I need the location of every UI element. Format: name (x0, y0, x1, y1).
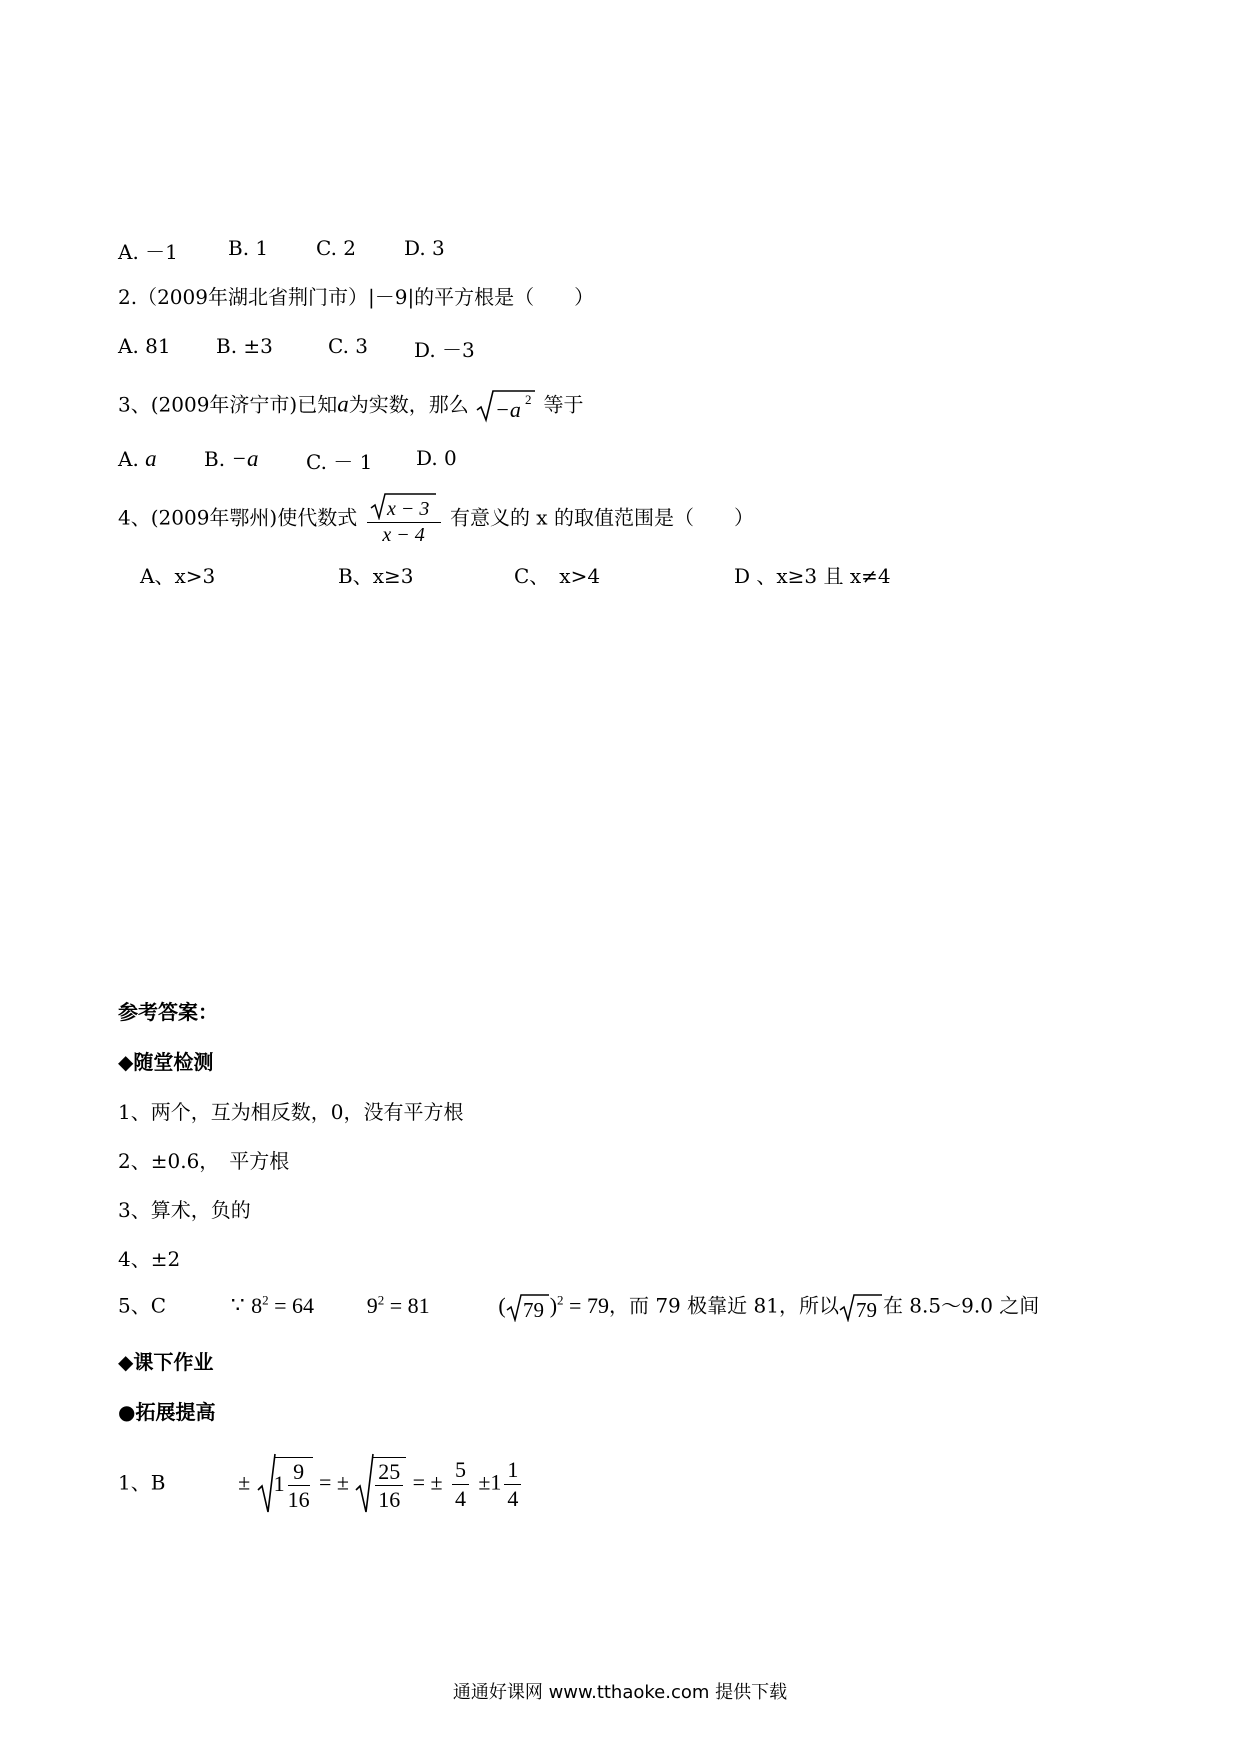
eq-sqrt79-squared: ( 79 )$^2$ = 79 (498, 1292, 609, 1323)
answer-4: 4、±2 (118, 1247, 181, 1271)
q4-option-c: C、 x>4 (514, 564, 601, 588)
pm-one: ±1 (478, 1469, 502, 1495)
q2-option-a: A. 81 (118, 334, 171, 358)
q2-option-b: B. ±3 (216, 334, 273, 358)
answer-5-text2: 在 8.5～9.0 之间 (882, 1293, 1040, 1318)
q1-option-d: D. 3 (404, 236, 445, 260)
footer-watermark: 通通好课网 www.tthaoke.com 提供下载 (452, 1682, 788, 1703)
q4-fraction (367, 492, 441, 546)
q4-numerator (367, 492, 441, 523)
q3-variable: a (337, 391, 349, 417)
q3-mid: 为实数，那么 (348, 392, 469, 417)
q3-stem (118, 388, 583, 424)
pm-symbol: ± (238, 1469, 251, 1495)
extension-answer-1-label: 1、B (118, 1470, 166, 1495)
q2-stem: 2.（2009年湖北省荆门市）|－9|的平方根是（ ） (118, 285, 595, 309)
q4-prefix: 4、(2009年鄂州)使代数式 (118, 505, 358, 530)
q1-option-a: A. －1 (118, 240, 178, 264)
section-homework: ◆课下作业 (118, 1350, 214, 1374)
q4-option-a: A、x>3 (140, 564, 216, 588)
because-symbol: ∵ (230, 1292, 245, 1318)
answers-title: 参考答案： (118, 1000, 218, 1024)
section-extension: ●拓展提高 (118, 1400, 216, 1424)
extension-answer-1 (118, 1452, 524, 1516)
q4-numerator-text: x − 3 (386, 498, 429, 520)
q3-exponent: 2 (525, 392, 532, 407)
q2-option-d: D. －3 (414, 338, 475, 362)
q1-option-b: B. 1 (228, 236, 269, 260)
answer-2: 2、±0.6， 平方根 (118, 1149, 290, 1173)
q1-option-c: C. 2 (316, 236, 357, 260)
q3-sqrt-expression (475, 388, 537, 424)
q3-option-c: C. － 1 (306, 450, 373, 474)
q3-option-b: B. −a (204, 446, 259, 471)
q3-prefix: 3、(2009年济宁市)已知 (118, 392, 338, 417)
q2-option-c: C. 3 (328, 334, 369, 358)
q3-radicand: −a (495, 397, 521, 422)
q4-stem (118, 492, 754, 546)
fraction-1-4: $\frac{1}{4}$ (504, 1458, 521, 1509)
fraction-5-4: $\frac{5}{4}$ (452, 1458, 469, 1509)
equals-pm-2: = ± (412, 1469, 443, 1495)
eq-9-squared: $9^2 = 81$ (366, 1292, 430, 1318)
sqrt-improper-fraction: $\frac{25}{16}$ (355, 1452, 406, 1516)
sqrt-mixed-fraction: 1 $\frac{9}{16}$ (257, 1452, 313, 1516)
answer-5-label: 5、C (118, 1293, 167, 1318)
answer-5-text1: ，而 79 极靠近 81，所以 (608, 1293, 839, 1318)
q4-option-b: B、x≥3 (338, 564, 414, 588)
answer-1: 1、两个，互为相反数，0，没有平方根 (118, 1100, 464, 1124)
q3-option-a: A. a (118, 446, 157, 471)
q3-option-d: D. 0 (416, 446, 457, 470)
sqrt-79 (839, 1292, 883, 1322)
answer-3: 3、算术，负的 (118, 1198, 251, 1222)
q4-suffix: 有意义的 x 的取值范围是（ ） (449, 505, 754, 530)
svg-text:79: 79 (522, 1298, 544, 1323)
svg-text:79: 79 (855, 1298, 877, 1322)
answer-5 (118, 1292, 1039, 1322)
q4-denominator: x − 4 (382, 524, 425, 546)
equals-pm-1: = ± (318, 1469, 349, 1495)
q3-suffix: 等于 (543, 392, 584, 417)
eq-8-squared: $8^2 = 64$ (251, 1292, 315, 1318)
q4-option-d: D 、x≥3 且 x≠4 (734, 564, 891, 588)
section-in-class-check: ◆随堂检测 (118, 1050, 214, 1074)
